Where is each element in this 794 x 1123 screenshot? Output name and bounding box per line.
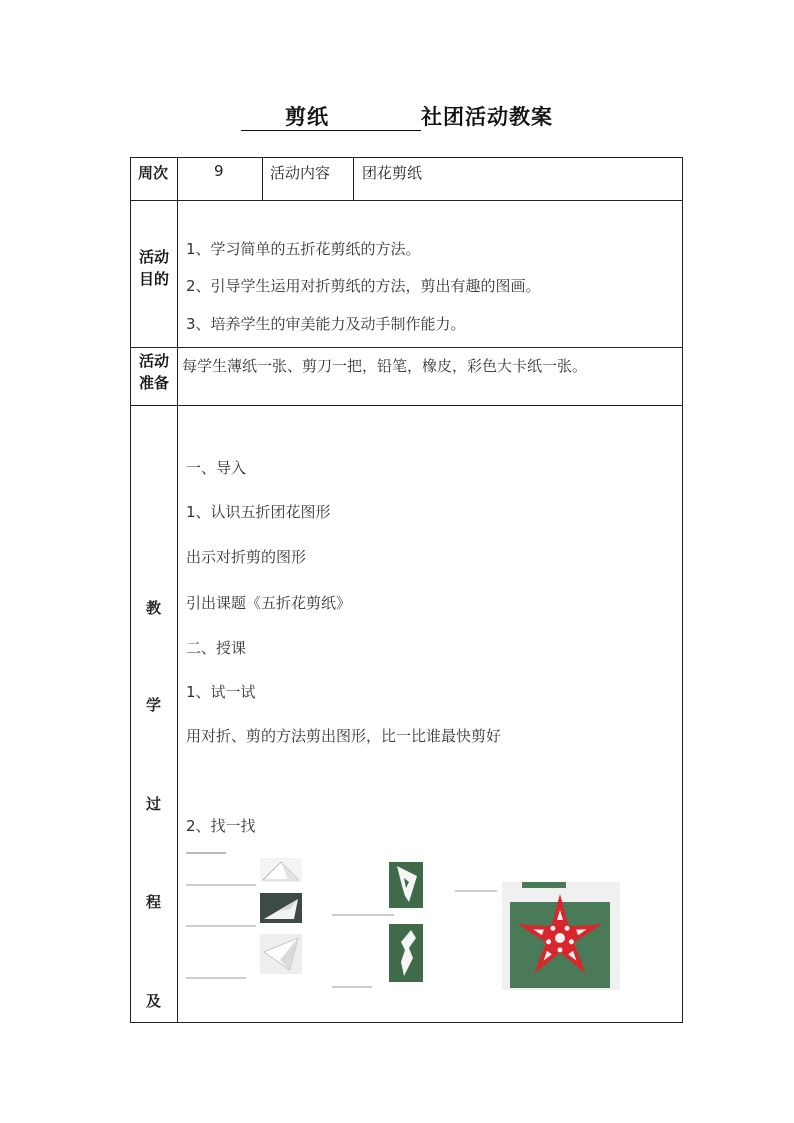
content-value: 团花剪纸 <box>362 164 423 182</box>
table-border-top <box>130 157 683 158</box>
goal-item-2: 2、引导学生运用对折剪纸的方法，剪出有趣的图画。 <box>186 277 541 295</box>
label-column-divider <box>177 157 178 1023</box>
header-divider-1 <box>262 157 263 201</box>
goal-item-3: 3、培养学生的审美能力及动手制作能力。 <box>186 315 466 333</box>
photo-folded-triangle <box>260 858 302 882</box>
process-label-char-3: 过 <box>146 795 162 813</box>
process-line-7: 用对折、剪的方法剪出图形，比一比谁最快剪好 <box>186 727 502 745</box>
title-rest: 社团活动教案 <box>421 104 553 129</box>
table-border-bottom <box>130 1022 683 1023</box>
process-line-4: 引出课题《五折花剪纸》 <box>186 594 352 612</box>
process-line-6: 1、试一试 <box>186 683 256 701</box>
step-caption-1 <box>186 884 256 886</box>
row-divider-3 <box>130 405 683 406</box>
row-divider-2 <box>130 347 683 348</box>
prep-label-line1: 活动 <box>138 352 169 370</box>
header-divider-2 <box>353 157 354 201</box>
process-line-8: 2、找一找 <box>186 817 256 835</box>
prep-label <box>131 350 177 394</box>
paper-cutting-steps-figure <box>182 850 622 996</box>
step-caption-6 <box>455 890 497 892</box>
process-line-1: 一、导入 <box>186 459 247 477</box>
goals-label-line2: 目的 <box>138 270 169 288</box>
step-caption-5 <box>332 986 372 988</box>
step-caption-2 <box>186 925 256 927</box>
step-caption-3 <box>186 977 246 979</box>
goal-item-1: 1、学习简单的五折花剪纸的方法。 <box>186 240 421 258</box>
process-label-char-2: 学 <box>146 696 162 714</box>
process-label-char-5: 及 <box>146 992 162 1010</box>
content-label: 活动内容 <box>270 164 331 182</box>
goals-label <box>131 246 177 290</box>
goals-label-line1: 活动 <box>138 248 169 266</box>
step-caption-4 <box>332 914 394 916</box>
photo-cut-shape-1 <box>389 862 423 908</box>
title-subject: 剪纸 <box>241 104 373 131</box>
figure-caption-header <box>186 852 226 854</box>
photo-red-flower <box>502 882 620 990</box>
row-divider-1 <box>130 200 683 201</box>
week-label: 周次 <box>138 164 169 182</box>
prep-label-line2: 准备 <box>138 374 169 392</box>
process-line-3: 出示对折剪的图形 <box>186 548 307 566</box>
process-line-5: 二、授课 <box>186 639 247 657</box>
process-line-2: 1、认识五折团花图形 <box>186 503 331 521</box>
process-label-char-4: 程 <box>146 893 162 911</box>
prep-text: 每学生薄纸一张、剪刀一把，铅笔，橡皮，彩色大卡纸一张。 <box>182 357 588 375</box>
photo-folded-fan <box>260 893 302 923</box>
photo-cut-shape-2 <box>389 924 423 982</box>
process-label-char-1: 教 <box>146 599 162 617</box>
table-border-right <box>682 157 683 1023</box>
week-value: 9 <box>214 162 224 180</box>
photo-cone-fold <box>260 934 302 974</box>
